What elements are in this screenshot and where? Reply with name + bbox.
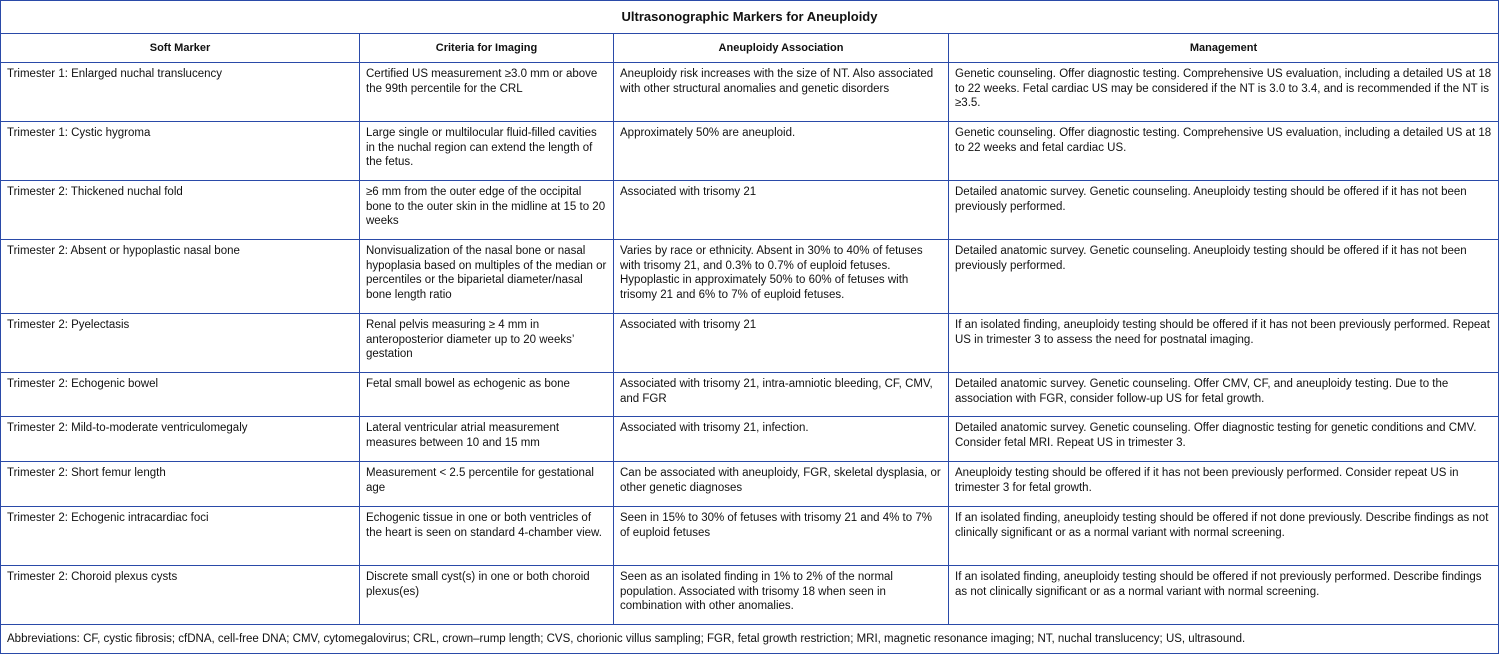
management-cell: If an isolated finding, aneuploidy testing should be offered if it has not been previously performed. Repeat US in trimester 3 to assess the need for postnatal imaging. xyxy=(949,314,1499,373)
abbreviations-footnote: Abbreviations: CF, cystic fibrosis; cfDNA, cell-free DNA; CMV, cytomegalovirus; CRL, crown–rump length; CVS, chorionic villus sampling; FGR, fetal growth restriction; MRI, magnetic resonance imaging; NT, nuchal translucency; US, ultrasound. xyxy=(1,625,1499,654)
table-row xyxy=(1,417,1499,462)
association-cell: Associated with trisomy 21, infection. xyxy=(614,417,949,462)
soft-marker-cell: Trimester 2: Short femur length xyxy=(1,462,360,507)
soft-marker-cell: Trimester 1: Cystic hygroma xyxy=(1,122,360,181)
header-management: Management xyxy=(949,34,1499,63)
management-cell: Detailed anatomic survey. Genetic counseling. Offer CMV, CF, and aneuploidy testing. Due to the association with FGR, consider follow-up US for fetal growth. xyxy=(949,373,1499,417)
criteria-cell: Renal pelvis measuring ≥ 4 mm in anteroposterior diameter up to 20 weeks’ gestation xyxy=(360,314,614,373)
association-cell: Approximately 50% are aneuploid. xyxy=(614,122,949,181)
table-row xyxy=(1,462,1499,507)
criteria-cell: Certified US measurement ≥3.0 mm or above the 99th percentile for the CRL xyxy=(360,63,614,122)
management-cell: Detailed anatomic survey. Genetic counseling. Aneuploidy testing should be offered if it has not been previously performed. xyxy=(949,240,1499,314)
management-cell: Genetic counseling. Offer diagnostic testing. Comprehensive US evaluation, including a detailed US at 18 to 22 weeks and fetal cardiac US. xyxy=(949,122,1499,181)
association-cell: Varies by race or ethnicity. Absent in 30% to 40% of fetuses with trisomy 21, and 0.3% to 0.7% of euploid fetuses. Hypoplastic in approximately 50% to 60% of fetuses with trisomy 21 and 6% to 7% of euploid fetuses. xyxy=(614,240,949,314)
soft-marker-cell: Trimester 2: Choroid plexus cysts xyxy=(1,566,360,625)
table-row xyxy=(1,181,1499,240)
table-title: Ultrasonographic Markers for Aneuploidy xyxy=(1,1,1499,34)
header-row xyxy=(1,34,1499,63)
association-cell: Seen as an isolated finding in 1% to 2% of the normal population. Associated with trisomy 18 when seen in combination with other anomalies. xyxy=(614,566,949,625)
table-row xyxy=(1,240,1499,314)
association-cell: Associated with trisomy 21 xyxy=(614,314,949,373)
soft-marker-cell: Trimester 2: Echogenic bowel xyxy=(1,373,360,417)
header-soft-marker: Soft Marker xyxy=(1,34,360,63)
criteria-cell: Lateral ventricular atrial measurement measures between 10 and 15 mm xyxy=(360,417,614,462)
table-row xyxy=(1,63,1499,122)
table-row xyxy=(1,507,1499,566)
association-cell: Associated with trisomy 21, intra-amniotic bleeding, CF, CMV, and FGR xyxy=(614,373,949,417)
management-cell: Detailed anatomic survey. Genetic counseling. Aneuploidy testing should be offered if it has not been previously performed. xyxy=(949,181,1499,240)
soft-marker-cell: Trimester 2: Echogenic intracardiac foci xyxy=(1,507,360,566)
footnote-row xyxy=(1,625,1499,654)
criteria-cell: Large single or multilocular fluid-filled cavities in the nuchal region can extend the length of the fetus. xyxy=(360,122,614,181)
criteria-cell: Nonvisualization of the nasal bone or nasal hypoplasia based on multiples of the median or percentiles or the biparietal diameter/nasal bone length ratio xyxy=(360,240,614,314)
soft-marker-cell: Trimester 2: Absent or hypoplastic nasal bone xyxy=(1,240,360,314)
management-cell: Aneuploidy testing should be offered if it has not been previously performed. Consider repeat US in trimester 3 for fetal growth. xyxy=(949,462,1499,507)
criteria-cell: ≥6 mm from the outer edge of the occipital bone to the outer skin in the midline at 15 to 20 weeks xyxy=(360,181,614,240)
table-row xyxy=(1,373,1499,417)
soft-marker-cell: Trimester 2: Mild-to-moderate ventriculomegaly xyxy=(1,417,360,462)
association-cell: Associated with trisomy 21 xyxy=(614,181,949,240)
management-cell: If an isolated finding, aneuploidy testing should be offered if not done previously. Describe findings as not clinically significant or as a normal variant with normal screening. xyxy=(949,507,1499,566)
criteria-cell: Discrete small cyst(s) in one or both choroid plexus(es) xyxy=(360,566,614,625)
soft-marker-cell: Trimester 1: Enlarged nuchal translucency xyxy=(1,63,360,122)
table-row xyxy=(1,314,1499,373)
association-cell: Aneuploidy risk increases with the size of NT. Also associated with other structural anomalies and genetic disorders xyxy=(614,63,949,122)
table-row xyxy=(1,566,1499,625)
header-aneuploidy-association: Aneuploidy Association xyxy=(614,34,949,63)
criteria-cell: Echogenic tissue in one or both ventricles of the heart is seen on standard 4-chamber view. xyxy=(360,507,614,566)
criteria-cell: Fetal small bowel as echogenic as bone xyxy=(360,373,614,417)
header-criteria-for-imaging: Criteria for Imaging xyxy=(360,34,614,63)
management-cell: If an isolated finding, aneuploidy testing should be offered if not previously performed. Describe findings as not clinically significant or as a normal variant with normal screening. xyxy=(949,566,1499,625)
criteria-cell: Measurement < 2.5 percentile for gestational age xyxy=(360,462,614,507)
management-cell: Detailed anatomic survey. Genetic counseling. Offer diagnostic testing for genetic conditions and CMV. Consider fetal MRI. Repeat US in trimester 3. xyxy=(949,417,1499,462)
association-cell: Seen in 15% to 30% of fetuses with trisomy 21 and 4% to 7% of euploid fetuses xyxy=(614,507,949,566)
management-cell: Genetic counseling. Offer diagnostic testing. Comprehensive US evaluation, including a detailed US at 18 to 22 weeks. Fetal cardiac US may be considered if the NT is 3.0 to 3.4, and is recommended if the NT is ≥3.5. xyxy=(949,63,1499,122)
table-row xyxy=(1,122,1499,181)
title-row xyxy=(1,1,1499,34)
soft-marker-cell: Trimester 2: Thickened nuchal fold xyxy=(1,181,360,240)
soft-marker-cell: Trimester 2: Pyelectasis xyxy=(1,314,360,373)
association-cell: Can be associated with aneuploidy, FGR, skeletal dysplasia, or other genetic diagnoses xyxy=(614,462,949,507)
